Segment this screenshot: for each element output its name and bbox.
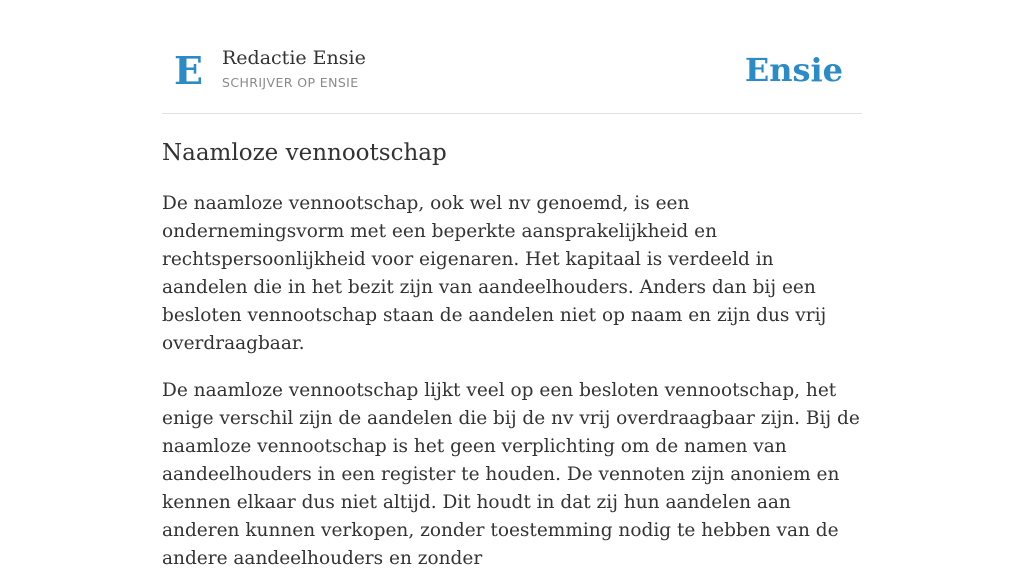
- author-name[interactable]: Redactie Ensie: [222, 47, 366, 69]
- author-role: SCHRIJVER OP ENSIE: [222, 75, 359, 90]
- author-header: [162, 40, 862, 114]
- author-avatar-logo: E: [174, 48, 203, 93]
- article: [162, 136, 862, 573]
- brand-logo-link[interactable]: Ensie: [744, 51, 843, 89]
- article-title: Naamloze vennootschap: [162, 140, 447, 166]
- article-paragraph: De naamloze vennootschap, ook wel nv genoemd, is een ondernemingsvorm met een beperkte aansprakelijkheid en rechtspersoonlijkheid voor eigenaren. Het kapitaal is verdeeld in aandelen die in het bezit zijn van aandeelhouders. Anders dan bij een besloten vennootschap staan de aandelen niet op naam en zijn dus vrij overdraagbaar.: [162, 193, 827, 354]
- article-paragraph: De naamloze vennootschap lijkt veel op een besloten vennootschap, het enige verschil zijn de aandelen die bij de nv vrij overdraagbaar zijn. Bij de naamloze vennootschap is het geen verplichting om de namen van aandeelhouders in een register te houden. De vennoten zijn anoniem en kennen elkaar dus niet altijd. Dit houdt in dat zij hun aandelen aan anderen kunnen verkopen, zonder toestemming nodig te hebben van de andere aandeelhouders en zonder: [162, 380, 860, 569]
